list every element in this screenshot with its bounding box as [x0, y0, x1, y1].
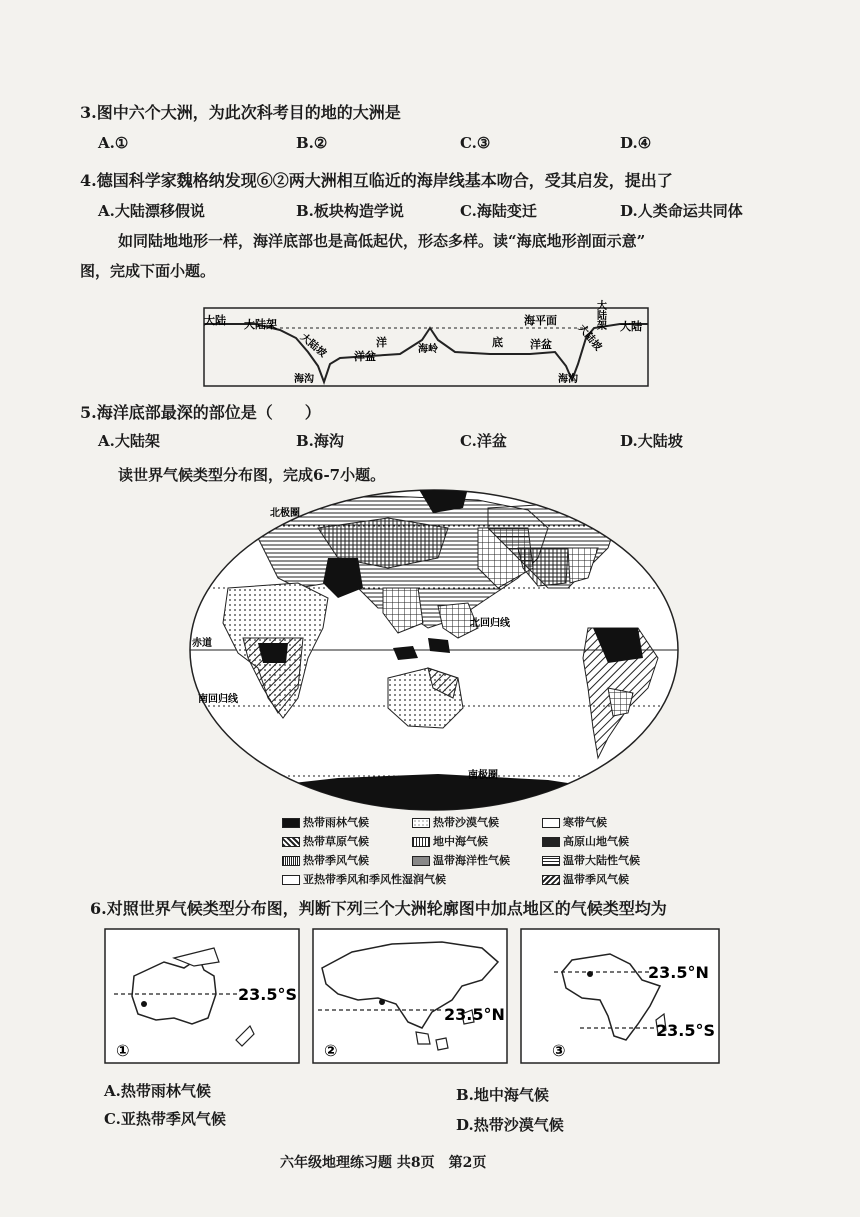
- profile-trench-right: 海沟: [558, 374, 578, 385]
- question-4-stem: 4.德国科学家魏格纳发现⑥②两大洲相互临近的海岸线基本吻合，受其启发，提出了: [80, 171, 673, 190]
- swatch-temperate-monsoon: [542, 875, 560, 885]
- swatch-tropical-monsoon: [282, 856, 300, 866]
- arctic-circle-label: 北极圈: [270, 508, 300, 519]
- question-5-option-a[interactable]: A.大陆架: [98, 432, 160, 450]
- map2-number: ②: [324, 1041, 338, 1060]
- question-3-stem: 3.图中六个大洲，为此次科考目的地的大洲是: [80, 103, 401, 122]
- map3-number: ③: [552, 1041, 566, 1060]
- legend-label: 寒带气候: [563, 816, 607, 829]
- swatch-highland: [542, 837, 560, 847]
- continent-map-australia: [104, 928, 300, 1064]
- legend-label: 温带海洋性气候: [433, 854, 510, 867]
- profile-floor-label: 底: [492, 336, 503, 349]
- question-4-option-c[interactable]: C.海陆变迁: [460, 202, 537, 220]
- profile-continent-right: 大陆: [620, 320, 642, 333]
- map3-latitude-north: 23.5°N: [648, 963, 709, 982]
- world-climate-map: [188, 488, 680, 812]
- profile-basin-right: 洋盆: [530, 338, 552, 351]
- legend-label: 温带大陆性气候: [563, 854, 640, 867]
- legend-label: 高原山地气候: [563, 835, 629, 848]
- swatch-rainforest: [282, 818, 300, 828]
- question-5-option-c[interactable]: C.洋盆: [460, 432, 507, 450]
- map3-latitude-south: 23.5°S: [656, 1021, 715, 1040]
- question-6-option-d[interactable]: D.热带沙漠气候: [456, 1116, 564, 1134]
- question-3-option-d[interactable]: D.④: [620, 134, 652, 152]
- continent-map-asia: [312, 928, 508, 1064]
- profile-basin-left: 洋盆: [354, 350, 376, 363]
- profile-slope-left: 大陆坡: [298, 331, 329, 360]
- swatch-savanna: [282, 837, 300, 847]
- swatch-temperate-maritime: [412, 856, 430, 866]
- question-5-option-b[interactable]: B.海沟: [296, 432, 344, 450]
- map2-latitude: 23.5°N: [444, 1005, 505, 1024]
- antarctic-circle-label: 南极圈: [468, 770, 498, 781]
- legend-label: 温带季风气候: [563, 873, 629, 886]
- swatch-desert: [412, 818, 430, 828]
- question-4-option-b[interactable]: B.板块构造学说: [296, 202, 404, 220]
- profile-slope-right: 大陆坡: [575, 322, 604, 353]
- question-5-stem: 5.海洋底部最深的部位是（ ）: [80, 403, 321, 422]
- swatch-mediterranean: [412, 837, 430, 847]
- legend-label: 热带雨林气候: [303, 816, 369, 829]
- tropic-cancer-label: 北回归线: [470, 618, 510, 629]
- climate-legend: [282, 814, 682, 887]
- tropic-capricorn-label: 南回归线: [198, 694, 238, 705]
- legend-label: 热带季风气候: [303, 854, 369, 867]
- profile-continent-left: 大陆: [204, 314, 226, 327]
- question-6-stem: 6.对照世界气候类型分布图，判断下列三个大洲轮廓图中加点地区的气候类型均为: [90, 899, 667, 918]
- profile-trench-left: 海沟: [294, 374, 314, 385]
- question-3-option-a[interactable]: A.①: [98, 134, 129, 152]
- equator-label: 赤道: [192, 638, 212, 649]
- map1-number: ①: [116, 1041, 130, 1060]
- question-6-option-a[interactable]: A.热带雨林气候: [104, 1082, 211, 1100]
- legend-label: 地中海气候: [433, 835, 488, 848]
- question-3-option-c[interactable]: C.③: [460, 134, 491, 152]
- profile-ridge: 海岭: [418, 344, 438, 355]
- climate-intro: 读世界气候类型分布图，完成6-7小题。: [118, 466, 386, 484]
- swatch-subtropical-monsoon: [282, 875, 300, 885]
- profile-ocean-label: 洋: [376, 336, 387, 349]
- question-5-option-d[interactable]: D.大陆坡: [620, 432, 683, 450]
- question-4-option-d[interactable]: D.人类命运共同体: [620, 202, 743, 220]
- map1-latitude: 23.5°S: [238, 985, 297, 1004]
- profile-shelf-left: 大陆架: [244, 318, 277, 331]
- swatch-polar: [542, 818, 560, 828]
- question-3-option-b[interactable]: B.②: [296, 134, 328, 152]
- question-6-option-b[interactable]: B.地中海气候: [456, 1086, 549, 1104]
- seafloor-intro-line1: 如同陆地地形一样，海洋底部也是高低起伏，形态多样。读“海底地形剖面示意”: [118, 232, 646, 250]
- legend-label: 亚热带季风和季风性湿润气候: [303, 873, 446, 886]
- profile-shelf-right: 大陆架: [594, 300, 606, 330]
- seafloor-profile-diagram: [200, 290, 652, 388]
- question-6-option-c[interactable]: C.亚热带季风气候: [104, 1110, 226, 1128]
- profile-sea-level: 海平面: [524, 314, 557, 327]
- legend-label: 热带沙漠气候: [433, 816, 499, 829]
- legend-label: 热带草原气候: [303, 835, 369, 848]
- question-4-option-a[interactable]: A.大陆漂移假说: [98, 202, 205, 220]
- swatch-temperate-continental: [542, 856, 560, 866]
- seafloor-intro-line2: 图，完成下面小题。: [80, 262, 216, 280]
- page-footer: 六年级地理练习题 共8页 第2页: [280, 1155, 487, 1171]
- continent-map-africa: [520, 928, 720, 1064]
